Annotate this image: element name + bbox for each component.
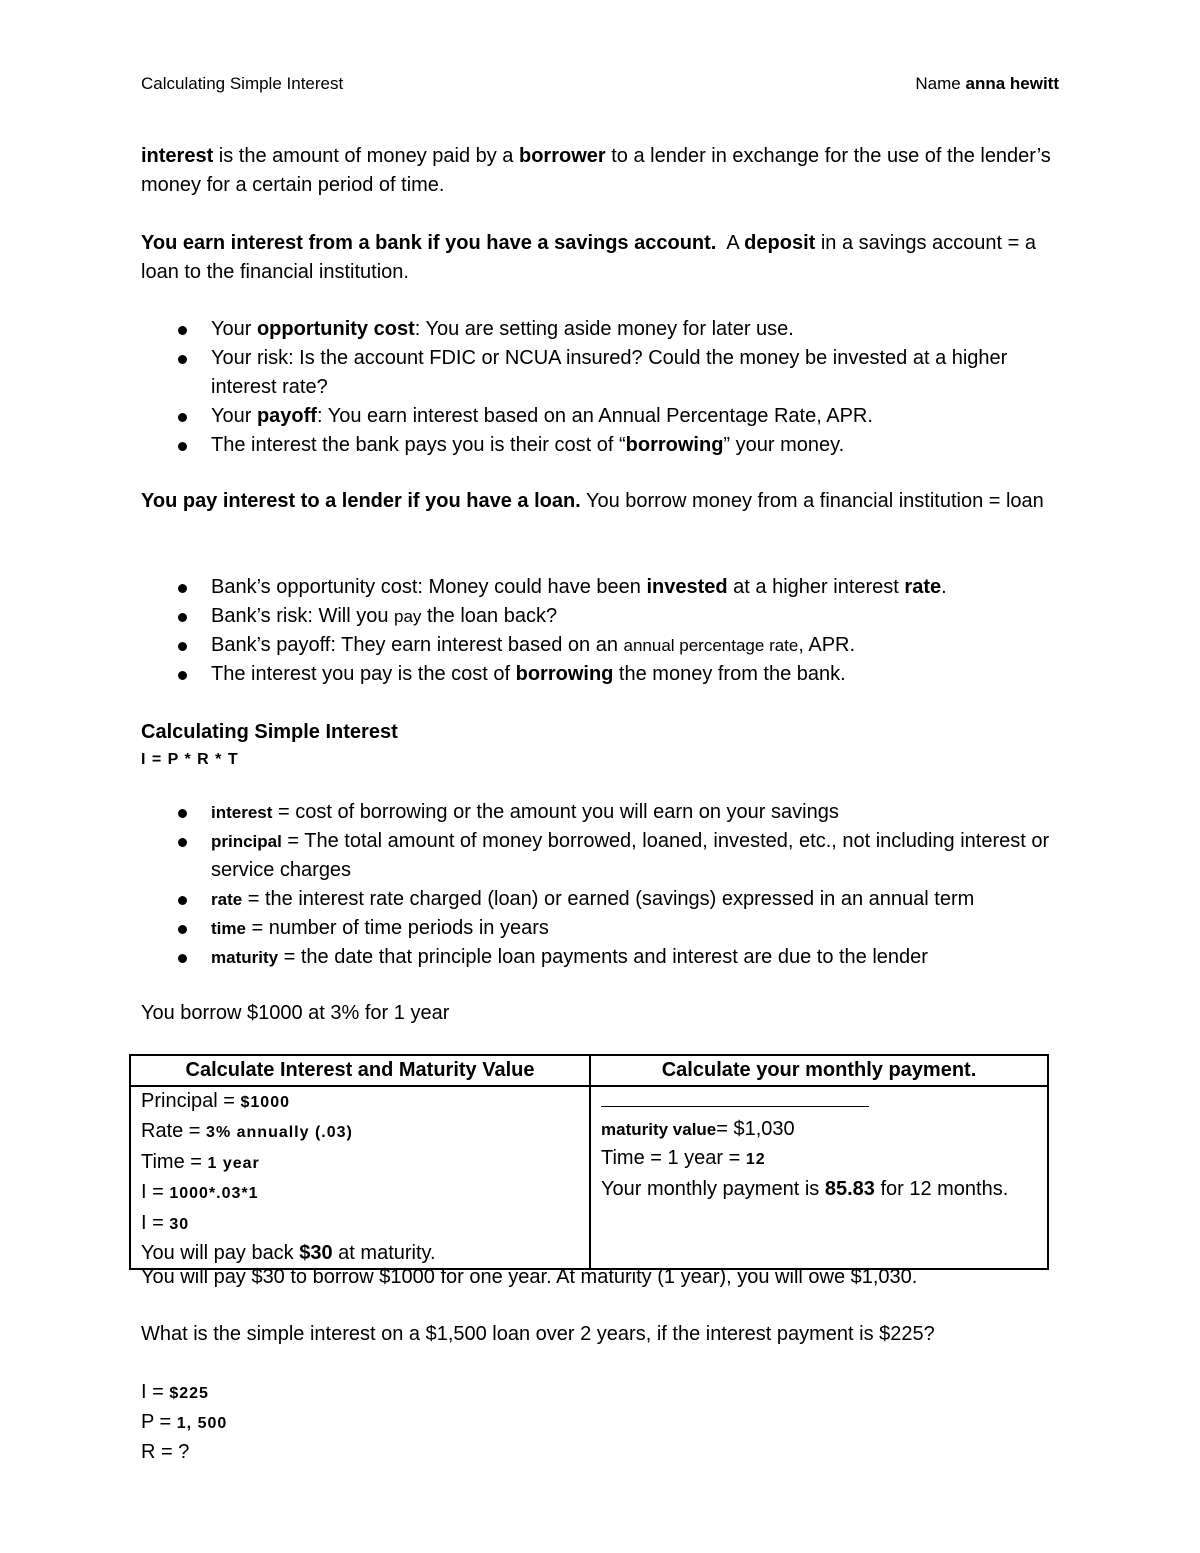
intro-paragraph [141,142,1061,200]
table-line: maturity value= $1,030 [601,1117,795,1140]
savings-lead: You earn interest from a bank if you have a savings account. [141,232,717,254]
savings-paragraph [141,229,1061,287]
work-line: P = 1, 500 [141,1411,228,1433]
loan-text: You borrow money from a financial institution = loan [580,490,1044,512]
formula-bullet-list [141,798,1061,972]
monthly-payment-cell [590,1086,1048,1269]
list-item: interest = cost of borrowing or the amount you will earn on your savings [141,798,1061,827]
bullet-icon [178,954,187,963]
interest-cell [130,1086,590,1269]
example-prompt: You borrow $1000 at 3% for 1 year [141,1002,450,1024]
savings-text-2: in a savings account = a loan to the financial institution. [141,232,1036,283]
table-line: Time = 1 year [141,1150,260,1173]
bullet-icon [178,355,187,364]
loan-lead: You pay interest to a lender if you have a loan. [141,490,581,512]
question-work [141,1378,1061,1468]
savings-bullet-list [141,315,1061,460]
question-text: What is the simple interest on a $1,500 loan over 2 years, if the interest payment is $225? [141,1323,935,1345]
list-item: time = number of time periods in years [141,914,1061,943]
table-line: Rate = 3% annually (.03) [141,1120,353,1142]
table-header-monthly: Calculate your monthly payment. [590,1055,1048,1086]
list-item: rate = the interest rate charged (loan) or earned (savings) expressed in an annual term [141,885,1061,914]
formula-equation: I = P * R * T [141,751,239,768]
table-line: Your monthly payment is 85.83 for 12 months. [601,1177,1009,1200]
list-item: Your payoff: You earn interest based on an Annual Percentage Rate, APR. [141,402,1061,431]
name-line [915,74,1059,94]
bullet-icon [178,838,187,847]
bullet-icon [178,925,187,934]
loan-bullet-list [141,573,1061,689]
table-line: Principal = $1000 [141,1089,290,1112]
student-name: anna hewitt [965,74,1059,93]
intro-term: interest [141,145,214,167]
list-item: The interest the bank pays you is their cost of “borrowing” your money. [141,431,1061,460]
table-line: You will pay back $30 at maturity. [141,1242,436,1264]
bullet-icon [178,326,187,335]
bullet-icon [178,642,187,651]
table-line: I = 1000*.03*1 [141,1181,259,1203]
bullet-icon [178,584,187,593]
formula-heading: Calculating Simple Interest [141,721,398,743]
bullet-icon [178,671,187,680]
loan-paragraph [141,487,1061,516]
list-item: Your opportunity cost: You are setting aside money for later use. [141,315,1061,344]
intro-text-1: is the amount of money paid by a [213,145,519,167]
formula-section [141,718,1061,771]
list-item: principal = The total amount of money borrowed, loaned, invested, etc., not including interest or service charges [141,827,1061,885]
table-header-interest: Calculate Interest and Maturity Value [130,1055,590,1086]
bullet-icon [178,896,187,905]
work-line: I = $225 [141,1381,209,1403]
list-item: Bank’s payoff: They earn interest based on an annual percentage rate, APR. [141,631,1061,660]
table-line: I = 30 [141,1211,190,1234]
list-item: Bank’s opportunity cost: Money could have been invested at a higher interest rate. [141,573,1061,602]
bullet-icon [178,809,187,818]
work-line: R = ? [141,1441,190,1463]
savings-deposit: deposit [744,232,816,254]
example-summary: You will pay $30 to borrow $1000 for one year. At maturity (1 year), you will owe $1,030. [141,1266,918,1288]
bullet-icon [178,442,187,451]
page-header-title: Calculating Simple Interest [141,74,344,93]
savings-text-1: A [716,232,745,254]
list-item: Bank’s risk: Will you pay the loan back? [141,602,1061,631]
intro-text-2: to a lender in exchange for the use of the lender’s money for a certain period of time. [141,145,1051,196]
bullet-icon [178,413,187,422]
table-line: Time = 1 year = 12 [601,1147,766,1169]
name-label: Name [915,74,966,93]
blank-underline [601,1092,869,1107]
list-item: maturity = the date that principle loan payments and interest are due to the lender [141,943,1061,972]
bullet-icon [178,613,187,622]
intro-borrower: borrower [518,145,606,167]
list-item: Your risk: Is the account FDIC or NCUA insured? Could the money be invested at a higher interest rate? [141,344,1061,402]
list-item: The interest you pay is the cost of borrowing the money from the bank. [141,660,1061,689]
calculation-table [129,1054,1049,1270]
